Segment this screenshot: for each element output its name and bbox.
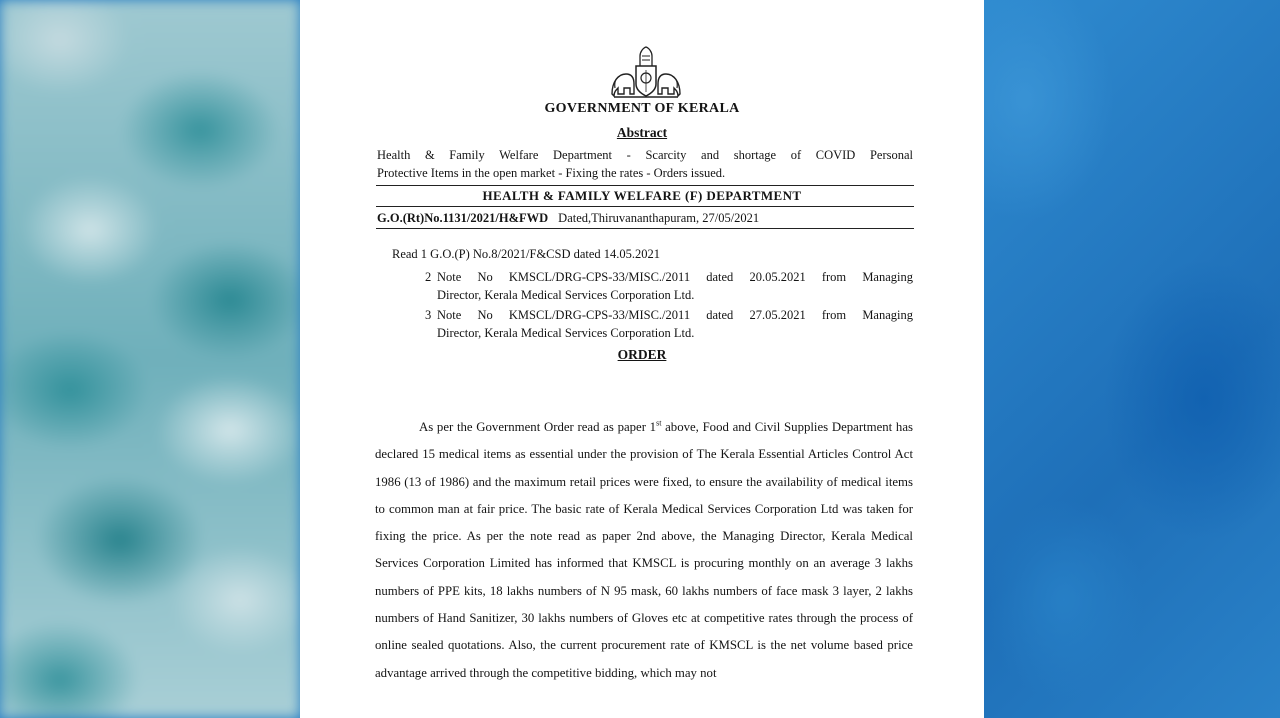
reference-3-text xyxy=(437,306,913,342)
reference-2-text xyxy=(437,268,913,304)
body-superscript: st xyxy=(656,418,662,428)
go-number: G.O.(Rt)No.1131/2021/H&FWD xyxy=(377,211,549,225)
divider-top xyxy=(376,185,914,186)
order-body-paragraph xyxy=(375,414,913,687)
subject-line-2: Protective Items in the open market - Fixing the rates - Orders issued. xyxy=(377,166,726,180)
department-heading: HEALTH & FAMILY WELFARE (F) DEPARTMENT xyxy=(482,188,802,203)
reference-2-line-2: Director, Kerala Medical Services Corporation Ltd. xyxy=(437,288,695,302)
reference-3-number: 3 xyxy=(425,308,432,322)
divider-middle xyxy=(376,206,914,207)
reference-2-line-1: Note No KMSCL/DRG-CPS-33/MISC./2011 dated 20.05.2021 from Managing xyxy=(437,270,913,284)
body-rest: above, Food and Civil Supplies Department has declared 15 medical items as essential under the provision of The Kerala Essential Articles Control Act 1986 (13 of 1986) and the maximum retail prices were fixed, to ensure the availability of medical items to common man at fair price. The basic rate of Kerala Medical Services Corporation Ltd was taken for fixing the price. As per the note read as paper 2nd above, the Managing Director, Kerala Medical Services Corporation Limited has informed that KMSCL is procuring monthly on an average 3 lakhs numbers of PPE kits, 18 lakhs numbers of N 95 mask, 60 lakhs numbers of face mask 3 layer, 2 lakhs numbers of Hand Sanitizer, 30 lakhs numbers of Gloves etc at competitive rates through the process of online sealed quotations. Also, the current procurement rate of KMSCL is the net volume based price advantage arrived through the competitive bidding, which may not xyxy=(375,420,913,680)
go-reference-line xyxy=(377,211,759,226)
document-page xyxy=(300,0,984,718)
government-heading: GOVERNMENT OF KERALA xyxy=(544,101,740,116)
divider-bottom xyxy=(376,228,914,229)
reference-1: Read 1 G.O.(P) No.8/2021/F&CSD dated 14.05.2021 xyxy=(392,247,661,261)
reference-2-number: 2 xyxy=(425,270,432,284)
order-heading: ORDER xyxy=(617,347,667,362)
body-lead: As per the Government Order read as paper 1 xyxy=(419,420,657,434)
kerala-emblem-icon xyxy=(610,44,682,100)
blurred-background-left xyxy=(0,0,300,718)
go-date: Dated,Thiruvananthapuram, 27/05/2021 xyxy=(558,211,760,225)
subject-text xyxy=(377,146,913,182)
abstract-label: Abstract xyxy=(616,125,668,140)
blurred-background-right xyxy=(984,0,1280,718)
reference-3-line-1: Note No KMSCL/DRG-CPS-33/MISC./2011 dated 27.05.2021 from Managing xyxy=(437,308,913,322)
reference-3-line-2: Director, Kerala Medical Services Corporation Ltd. xyxy=(437,326,695,340)
subject-line-1: Health & Family Welfare Department - Scarcity and shortage of COVID Personal xyxy=(377,148,913,162)
